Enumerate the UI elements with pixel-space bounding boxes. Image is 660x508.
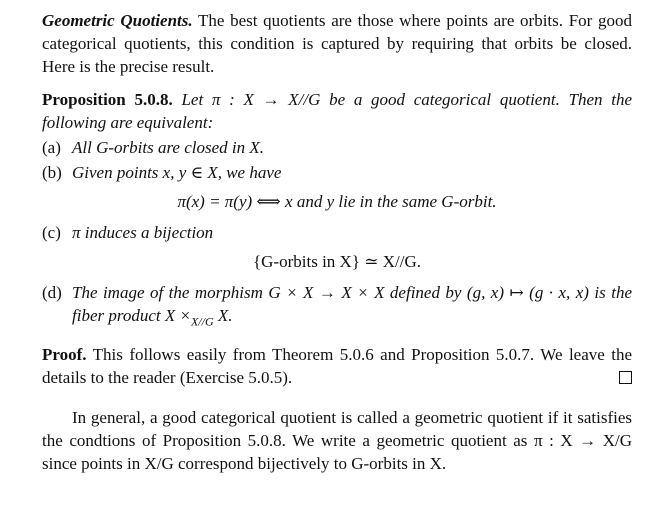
item-text: Given points x, y ∈ X, we have [72, 163, 282, 182]
item-label: (a) [42, 138, 61, 157]
item-label: (b) [42, 163, 62, 182]
item-text: All G-orbits are closed in X. [72, 138, 265, 157]
proposition-text: Let π : X → X//G be a good categorical quotient. Then the following are equivalent: [42, 90, 633, 132]
qed-box-icon [619, 371, 632, 384]
list-item-b [42, 161, 632, 184]
proposition-label: Proposition 5.0.8. [42, 90, 173, 109]
proof-text: This follows easily from Theorem 5.0.6 and Proposition 5.0.7. We leave the details to the reader (Exercise 5.0.5). [42, 345, 632, 387]
section-heading: Geometric Quotients. [42, 11, 193, 30]
list-item-d [42, 281, 632, 327]
fiber-subscript: X//G [190, 314, 214, 329]
geometric-quotients-paragraph [42, 9, 632, 78]
item-label: (c) [42, 223, 61, 242]
proposition-statement [42, 88, 632, 134]
closing-paragraph: In general, a good categorical quotient is called a geometric quotient if it satisfies the condtions of Proposition 5.0.8. We write a geometric quotient as π : X → X/G since points in X/G correspond bijectively to G-orbits in X. [42, 408, 632, 473]
list-item-a [42, 136, 632, 159]
document-page [42, 9, 632, 475]
proof-label: Proof. [42, 345, 87, 364]
item-label: (d) [42, 283, 62, 302]
item-text-main: The image of the morphism G × X → X × X defined by (g, x) ↦ (g · x, x) is the fiber product X × [72, 283, 632, 325]
list-item-c [42, 221, 632, 244]
display-equation-c: {G-orbits in X} ≃ X//G. [253, 252, 421, 271]
proof-paragraph [42, 343, 632, 389]
item-text: π induces a bijection [72, 223, 214, 242]
paragraph-text: The best quotients are those where points are orbits. For good categorical quotients, this condition is captured by requiring that orbits be closed. Here is the precise result. [42, 11, 632, 76]
item-text [72, 281, 632, 327]
display-equation-b: π(x) = π(y) ⟺ x and y lie in the same G-orbit. [177, 192, 497, 211]
item-text-tail: X. [217, 306, 233, 325]
